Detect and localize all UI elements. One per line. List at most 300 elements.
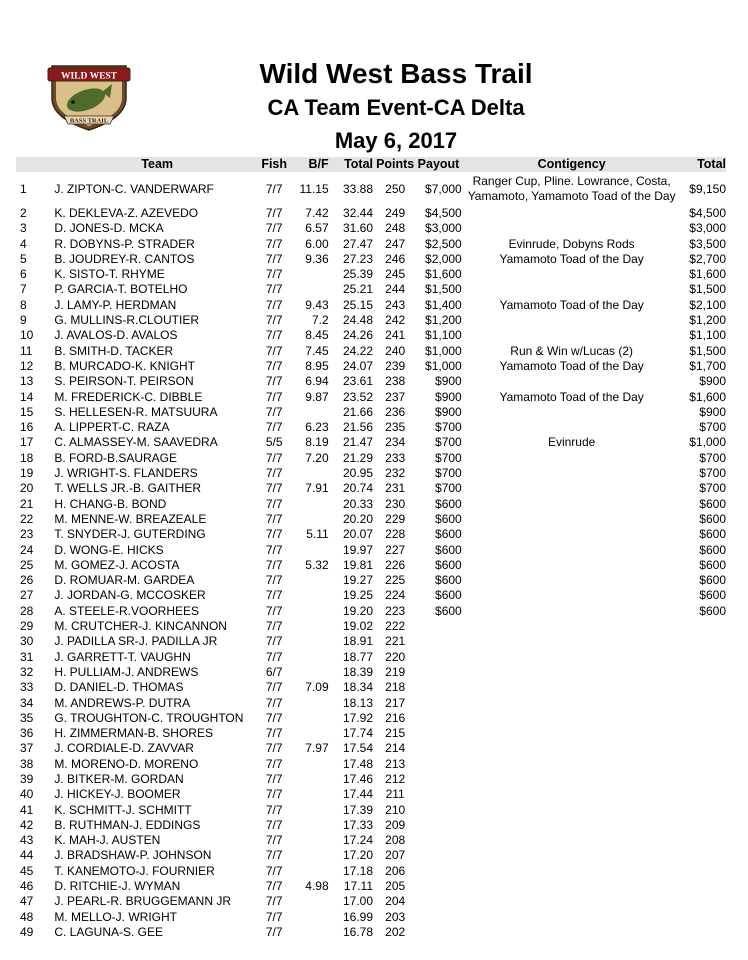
cell-payout [415, 634, 461, 649]
cell-points: 241 [385, 328, 406, 343]
cell-place: 36 [20, 726, 34, 741]
cell-points: 226 [385, 557, 406, 572]
cell-team: J. CORDIALE-D. ZAVVAR [54, 741, 194, 756]
table-row [16, 910, 726, 925]
table-row [16, 680, 726, 695]
cell-total-payout: $1,200 [689, 313, 726, 328]
cell-contingency [462, 864, 682, 879]
cell-contingency: Yamamoto Toad of the Day [499, 251, 644, 266]
cell-fish: 7/7 [265, 726, 283, 741]
cell-place: 14 [20, 389, 34, 404]
cell-payout [415, 650, 461, 665]
cell-place: 27 [20, 588, 34, 603]
cell-place: 38 [20, 756, 34, 771]
cell-place: 39 [20, 771, 34, 786]
cell-fish: 7/7 [265, 741, 283, 756]
cell-big-fish: 6.23 [305, 420, 329, 435]
cell-big-fish [288, 619, 332, 634]
cell-place: 37 [20, 741, 34, 756]
cell-points: 246 [385, 251, 406, 266]
cell-total-weight: 33.88 [342, 181, 373, 196]
cell-big-fish [288, 910, 332, 925]
cell-points: 209 [385, 817, 406, 832]
cell-place: 30 [20, 634, 34, 649]
cell-place: 19 [20, 466, 34, 481]
cell-big-fish: 7.20 [305, 450, 329, 465]
event-subtitle: CA Team Event-CA Delta [267, 95, 525, 120]
cell-points: 243 [385, 297, 406, 312]
cell-fish: 7/7 [265, 817, 283, 832]
cell-fish: 5/5 [265, 435, 283, 450]
cell-points: 203 [385, 909, 406, 924]
table-row [16, 252, 726, 267]
cell-payout: $600 [435, 511, 462, 526]
cell-points: 215 [385, 726, 406, 741]
cell-total-weight: 17.54 [342, 741, 373, 756]
cell-fish: 7/7 [265, 267, 283, 282]
cell-contingency [462, 848, 682, 863]
cell-fish: 7/7 [265, 573, 283, 588]
cell-place: 13 [20, 374, 34, 389]
cell-team: P. GARCIA-T. BOTELHO [54, 282, 188, 297]
cell-total-weight: 17.44 [342, 787, 373, 802]
cell-points: 223 [385, 603, 406, 618]
cell-team: J. GARRETT-T. VAUGHN [54, 649, 191, 664]
cell-contingency: Evinrude, Dobyns Rods [508, 236, 635, 251]
cell-big-fish [288, 787, 332, 802]
cell-payout [415, 879, 461, 894]
cell-contingency [462, 527, 682, 542]
cell-team: M. MELLO-J. WRIGHT [54, 909, 177, 924]
logo-text-top: WILD WEST [60, 71, 118, 82]
cell-total-weight: 21.29 [342, 450, 373, 465]
cell-payout: $700 [435, 435, 462, 450]
table-row [16, 328, 726, 343]
cell-team: B. SMITH-D. TACKER [54, 343, 174, 358]
cell-points: 217 [385, 695, 406, 710]
cell-big-fish [288, 833, 332, 848]
cell-big-fish [288, 864, 332, 879]
cell-place: 41 [20, 802, 34, 817]
cell-payout [415, 818, 461, 833]
cell-team: S. PEIRSON-T. PEIRSON [54, 374, 194, 389]
table-row [16, 390, 726, 405]
cell-big-fish [288, 497, 332, 512]
cell-payout [415, 619, 461, 634]
cell-payout [415, 864, 461, 879]
cell-team: M. ANDREWS-P. DUTRA [54, 695, 191, 710]
logo-text-bottom: BASS TRAIL [69, 117, 109, 125]
table-row [16, 650, 726, 665]
cell-points: 220 [385, 649, 406, 664]
table-row [16, 512, 726, 527]
cell-fish: 7/7 [265, 924, 283, 939]
cell-place: 3 [20, 221, 27, 236]
cell-contingency [462, 267, 682, 282]
cell-fish: 7/7 [265, 206, 283, 220]
cell-contingency [462, 910, 682, 925]
cell-fish: 7/7 [265, 420, 283, 435]
cell-total-payout [682, 665, 726, 680]
cell-place: 22 [20, 511, 34, 526]
cell-team: D. RITCHIE-J. WYMAN [54, 879, 181, 894]
cell-payout: $1,200 [425, 313, 462, 328]
cell-team: B. JOUDREY-R. CANTOS [54, 251, 195, 266]
cell-big-fish: 7.91 [305, 481, 329, 496]
cell-total-payout: $2,700 [689, 251, 726, 266]
cell-place: 10 [20, 328, 34, 343]
cell-total-payout: $700 [699, 466, 726, 481]
cell-payout: $600 [435, 542, 462, 557]
cell-team: B. MURCADO-K. KNIGHT [54, 358, 195, 373]
cell-contingency: Yamamoto Toad of the Day [499, 297, 644, 312]
table-row [16, 818, 726, 833]
cell-payout [415, 741, 461, 756]
cell-fish: 7/7 [265, 343, 283, 358]
cell-big-fish: 9.87 [305, 389, 329, 404]
cell-place: 49 [20, 924, 34, 939]
cell-total-weight: 24.22 [342, 343, 373, 358]
cell-big-fish [288, 512, 332, 527]
cell-place: 32 [20, 664, 34, 679]
cell-total-weight: 19.25 [342, 588, 373, 603]
cell-contingency [462, 451, 682, 466]
header-team: Team [54, 157, 260, 172]
cell-big-fish: 5.11 [306, 527, 329, 542]
cell-fish: 7/7 [265, 863, 283, 878]
cell-fish: 7/7 [265, 221, 283, 236]
cell-contingency: Ranger Cup, Pline. Lowrance, Costa, Yamamoto, Yamamoto Toad of the Day [467, 174, 676, 203]
cell-contingency [462, 588, 682, 603]
cell-total-payout [682, 848, 726, 863]
cell-team: T. KANEMOTO-J. FOURNIER [54, 863, 215, 878]
cell-total-payout [682, 772, 726, 787]
cell-fish: 7/7 [265, 511, 283, 526]
cell-total-weight: 31.60 [342, 221, 373, 236]
cell-place: 9 [20, 313, 27, 328]
cell-total-payout: $600 [699, 511, 726, 526]
table-row [16, 466, 726, 481]
cell-points: 247 [385, 236, 406, 251]
cell-total-weight: 20.95 [342, 466, 373, 481]
cell-payout: $2,000 [425, 251, 462, 266]
cell-place: 40 [20, 787, 34, 802]
cell-team: C. LAGUNA-S. GEE [54, 924, 164, 939]
table-row [16, 497, 726, 512]
table-row [16, 221, 726, 236]
cell-fish: 7/7 [265, 833, 283, 848]
cell-big-fish [288, 650, 332, 665]
cell-total-weight: 18.13 [342, 695, 373, 710]
cell-place: 26 [20, 573, 34, 588]
cell-place: 33 [20, 680, 34, 695]
cell-total-payout [682, 757, 726, 772]
cell-points: 238 [385, 374, 406, 389]
cell-contingency [462, 221, 682, 236]
cell-big-fish [288, 772, 332, 787]
cell-contingency [462, 726, 682, 741]
cell-fish: 7/7 [265, 848, 283, 863]
cell-payout: $4,500 [425, 206, 462, 220]
cell-points: 230 [385, 496, 406, 511]
cell-fish: 7/7 [265, 282, 283, 297]
cell-team: J. LAMY-P. HERDMAN [54, 297, 177, 312]
cell-place: 29 [20, 619, 34, 634]
cell-contingency [462, 772, 682, 787]
cell-contingency [462, 833, 682, 848]
cell-big-fish [288, 282, 332, 297]
cell-total-weight: 24.48 [342, 313, 373, 328]
cell-total-weight: 19.97 [342, 542, 373, 557]
cell-contingency [462, 558, 682, 573]
cell-payout: $700 [435, 420, 462, 435]
cell-big-fish: 4.98 [305, 879, 329, 894]
cell-big-fish [288, 634, 332, 649]
cell-place: 6 [20, 267, 27, 282]
header-fish: Fish [261, 157, 288, 171]
cell-total-weight: 23.61 [342, 374, 373, 389]
cell-fish: 7/7 [265, 771, 283, 786]
cell-place: 7 [20, 282, 27, 297]
cell-payout [415, 910, 461, 925]
cell-fish: 7/7 [265, 450, 283, 465]
cell-contingency: Run & Win w/Lucas (2) [510, 343, 633, 358]
page-title: Wild West Bass Trail [259, 58, 533, 89]
cell-contingency [462, 543, 682, 558]
table-row [16, 298, 726, 313]
table-row [16, 344, 726, 359]
cell-team: G. TROUGHTON-C. TROUGHTON [54, 710, 244, 725]
cell-total-payout: $900 [699, 404, 726, 419]
cell-team: M. MENNE-W. BREAZEALE [54, 511, 207, 526]
cell-fish: 7/7 [265, 542, 283, 557]
cell-points: 202 [385, 924, 406, 939]
cell-fish: 7/7 [265, 634, 283, 649]
cell-points: 211 [385, 787, 405, 802]
cell-team: S. HELLESEN-R. MATSUURA [54, 404, 218, 419]
cell-big-fish: 11.15 [299, 181, 329, 196]
cell-fish: 7/7 [265, 297, 283, 312]
cell-place: 20 [20, 481, 34, 496]
cell-place: 11 [20, 343, 33, 358]
cell-contingency [462, 313, 682, 328]
cell-points: 231 [385, 481, 406, 496]
cell-total-weight: 32.44 [342, 206, 373, 220]
cell-points: 210 [385, 802, 406, 817]
cell-payout: $1,600 [425, 267, 462, 282]
cell-total-payout [682, 741, 726, 756]
cell-payout: $900 [435, 404, 462, 419]
cell-total-payout [682, 803, 726, 818]
cell-big-fish: 8.95 [305, 358, 329, 373]
cell-total-payout: $1,000 [689, 435, 726, 450]
cell-payout: $1,100 [425, 328, 462, 343]
cell-payout [415, 696, 461, 711]
cell-fish: 7/7 [265, 313, 283, 328]
table-row [16, 711, 726, 726]
cell-place: 23 [20, 527, 34, 542]
cell-fish: 7/7 [265, 603, 283, 618]
cell-place: 25 [20, 557, 34, 572]
cell-big-fish [288, 665, 332, 680]
cell-total-payout [682, 619, 726, 634]
cell-total-weight: 17.33 [342, 817, 373, 832]
table-row [16, 741, 726, 756]
cell-points: 232 [385, 466, 406, 481]
cell-points: 240 [385, 343, 406, 358]
cell-team: K. SCHMITT-J. SCHMITT [54, 802, 192, 817]
cell-fish: 7/7 [265, 695, 283, 710]
cell-place: 4 [20, 236, 27, 251]
cell-total-payout: $1,600 [689, 267, 726, 282]
cell-contingency [462, 879, 682, 894]
cell-points: 225 [385, 573, 406, 588]
cell-total-payout [682, 879, 726, 894]
table-row [16, 374, 726, 389]
cell-total-weight: 25.21 [342, 282, 373, 297]
cell-total-weight: 27.23 [342, 251, 373, 266]
table-row [16, 527, 726, 542]
cell-total-payout [682, 864, 726, 879]
table-row [16, 359, 726, 374]
cell-fish: 7/7 [265, 181, 283, 196]
table-row [16, 696, 726, 711]
cell-place: 15 [20, 404, 34, 419]
table-row [16, 282, 726, 297]
table-row [16, 573, 726, 588]
cell-big-fish: 6.94 [305, 374, 329, 389]
cell-fish: 7/7 [265, 756, 283, 771]
cell-total-weight: 20.33 [342, 496, 373, 511]
cell-contingency [462, 650, 682, 665]
cell-fish: 7/7 [265, 787, 283, 802]
cell-total-payout [682, 818, 726, 833]
cell-payout: $600 [435, 557, 462, 572]
cell-contingency: Yamamoto Toad of the Day [499, 358, 644, 373]
table-row [16, 558, 726, 573]
cell-total-weight: 21.56 [342, 420, 373, 435]
cell-team: A. STEELE-R.VOORHEES [54, 603, 200, 618]
cell-big-fish [288, 818, 332, 833]
cell-contingency [462, 787, 682, 802]
cell-fish: 7/7 [265, 496, 283, 511]
header-big-fish: B/F [288, 157, 332, 172]
cell-payout: $600 [435, 603, 462, 618]
cell-payout [415, 848, 461, 863]
cell-place: 42 [20, 817, 34, 832]
cell-place: 24 [20, 542, 34, 557]
cell-place: 5 [20, 251, 27, 266]
cell-team: K. DEKLEVA-Z. AZEVEDO [54, 206, 199, 220]
cell-total-weight: 17.46 [342, 771, 373, 786]
event-date: May 6, 2017 [334, 128, 458, 153]
table-row [16, 481, 726, 496]
cell-points: 207 [385, 848, 406, 863]
cell-big-fish: 6.57 [305, 221, 329, 236]
cell-total-payout: $600 [699, 588, 726, 603]
cell-fish: 7/7 [265, 588, 283, 603]
table-row [16, 894, 726, 909]
table-row [16, 435, 726, 450]
cell-points: 204 [385, 894, 406, 909]
cell-place: 2 [20, 206, 27, 220]
cell-contingency [462, 741, 682, 756]
cell-total-payout: $9,150 [689, 181, 726, 196]
cell-big-fish [288, 588, 332, 603]
cell-payout [415, 757, 461, 772]
cell-team: M. CRUTCHER-J. KINCANNON [54, 619, 227, 634]
cell-total-payout: $1,700 [689, 358, 726, 373]
cell-payout [415, 803, 461, 818]
table-row [16, 665, 726, 680]
cell-big-fish [288, 803, 332, 818]
cell-total-payout: $600 [699, 527, 726, 542]
cell-points: 205 [385, 879, 406, 894]
cell-team: J. BITKER-M. GORDAN [54, 771, 184, 786]
cell-points: 219 [385, 664, 406, 679]
table-row [16, 206, 726, 221]
cell-fish: 7/7 [265, 404, 283, 419]
cell-place: 16 [20, 420, 34, 435]
cell-place: 47 [20, 894, 34, 909]
cell-team: J. HICKEY-J. BOOMER [54, 787, 181, 802]
cell-payout: $1,500 [425, 282, 462, 297]
cell-points: 216 [385, 710, 406, 725]
cell-contingency [462, 328, 682, 343]
cell-points: 227 [385, 542, 406, 557]
cell-total-payout: $2,100 [689, 297, 726, 312]
cell-total-payout [682, 696, 726, 711]
cell-total-weight: 17.18 [342, 863, 373, 878]
cell-team: M. MORENO-D. MORENO [54, 756, 199, 771]
cell-total-payout: $600 [699, 542, 726, 557]
cell-total-weight: 17.74 [342, 726, 373, 741]
cell-team: J. JORDAN-G. MCCOSKER [54, 588, 206, 603]
cell-payout [415, 711, 461, 726]
cell-contingency [462, 894, 682, 909]
cell-big-fish: 7.97 [305, 741, 329, 756]
cell-total-weight: 17.39 [342, 802, 373, 817]
cell-total-weight: 18.34 [342, 680, 373, 695]
cell-payout [415, 894, 461, 909]
cell-points: 248 [385, 221, 406, 236]
cell-team: B. RUTHMAN-J. EDDINGS [54, 817, 201, 832]
cell-place: 12 [20, 358, 34, 373]
header-total-weight: Total [333, 157, 375, 172]
cell-points: 233 [385, 450, 406, 465]
table-row [16, 451, 726, 466]
cell-team: R. DOBYNS-P. STRADER [54, 236, 195, 251]
cell-contingency [462, 680, 682, 695]
cell-fish: 7/7 [265, 389, 283, 404]
table-row [16, 619, 726, 634]
cell-total-weight: 16.78 [342, 924, 373, 939]
cell-total-weight: 27.47 [342, 236, 373, 251]
cell-team: H. ZIMMERMAN-B. SHORES [54, 726, 213, 741]
cell-points: 212 [385, 771, 406, 786]
cell-place: 17 [20, 435, 34, 450]
cell-total-weight: 17.11 [343, 879, 373, 894]
cell-payout: $7,000 [425, 181, 462, 196]
cell-points: 224 [385, 588, 406, 603]
cell-team: G. MULLINS-R.CLOUTIER [54, 313, 199, 328]
cell-big-fish [288, 466, 332, 481]
cell-team: D. DANIEL-D. THOMAS [54, 680, 184, 695]
cell-points: 206 [385, 863, 406, 878]
cell-team: H. CHANG-B. BOND [54, 496, 167, 511]
cell-fish: 7/7 [265, 710, 283, 725]
cell-fish: 7/7 [265, 909, 283, 924]
